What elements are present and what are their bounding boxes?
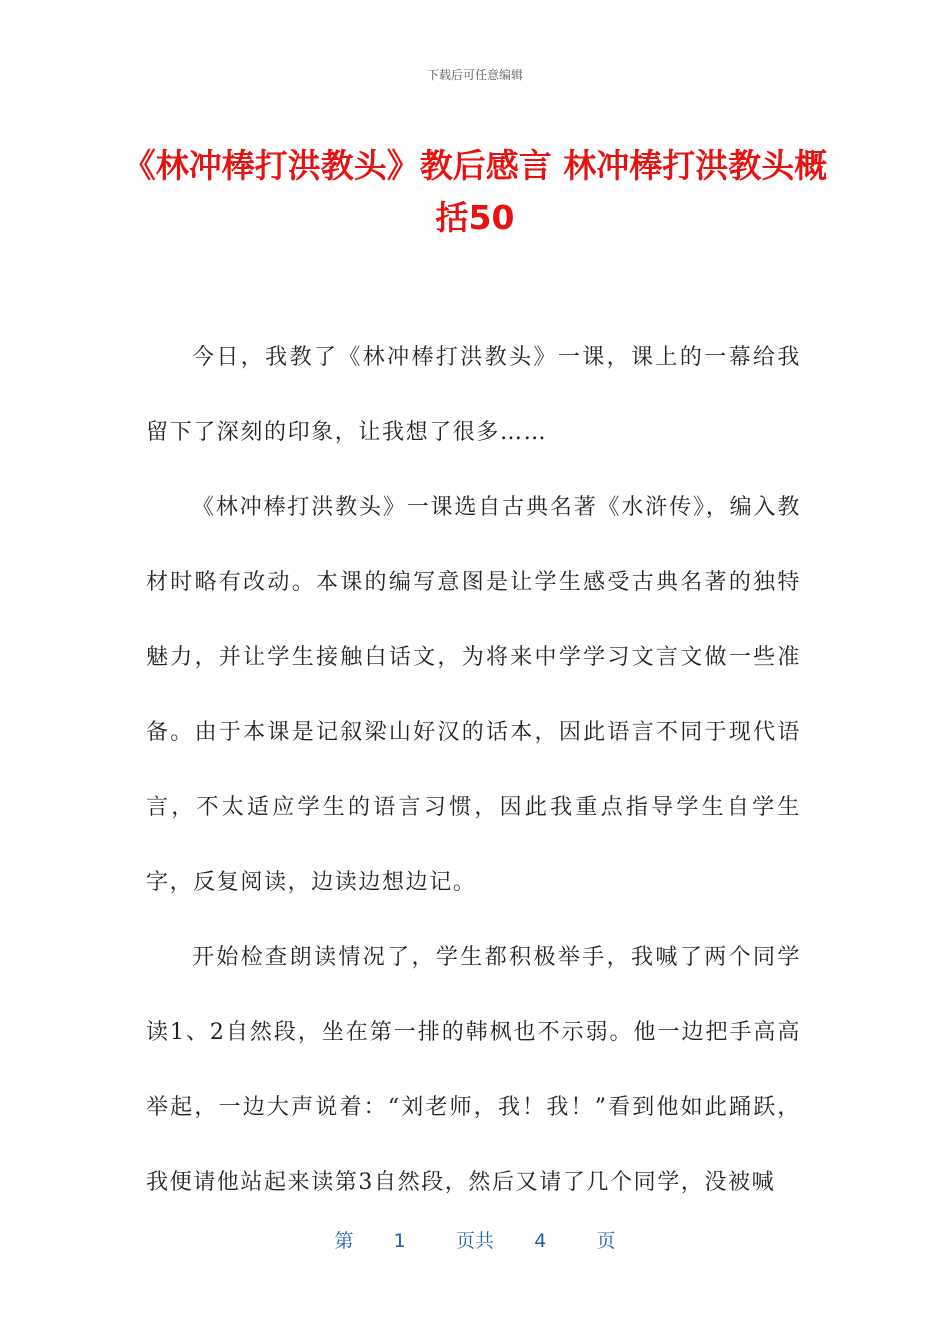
header-note: 下载后可任意编辑 — [426, 68, 523, 82]
paragraph-3: 开始检查朗读情况了，学生都积极举手，我喊了两个同学读1、2自然段，坐在第一排的韩枫也不示弱。他一边把手高高举起，一边大声说着：“刘老师，我！我！”看到他如此踊跃，我便请他站起来读第3自然段，然后又请了几个同学，没被喊 — [146, 945, 801, 1195]
footer-middle: 页共 — [455, 1230, 494, 1252]
document-body — [146, 320, 801, 1220]
document-title: 《林冲棒打洪教头》教后感言 林冲棒打洪教头概括50 — [122, 146, 828, 237]
footer-suffix: 页 — [596, 1230, 616, 1252]
footer-current-page: 1 — [393, 1230, 406, 1252]
footer-prefix: 第 — [334, 1230, 354, 1252]
paragraph-2: 《林冲棒打洪教头》一课选自古典名著《水浒传》，编入教材时略有改动。本课的编写意图是让学生感受古典名著的独特魅力，并让学生接触白话文，为将来中学学习文言文做一些准备。由于本课是记叙梁山好汉的话本，因此语言不同于现代语言，不太适应学生的语言习惯，因此我重点指导学生自学生字，反复阅读，边读边想边记。 — [146, 495, 801, 895]
footer-total-pages: 4 — [534, 1230, 547, 1252]
paragraph-1: 今日，我教了《林冲棒打洪教头》一课，课上的一幕给我留下了深刻的印象，让我想了很多…… — [146, 345, 801, 445]
page-footer — [0, 1226, 950, 1253]
